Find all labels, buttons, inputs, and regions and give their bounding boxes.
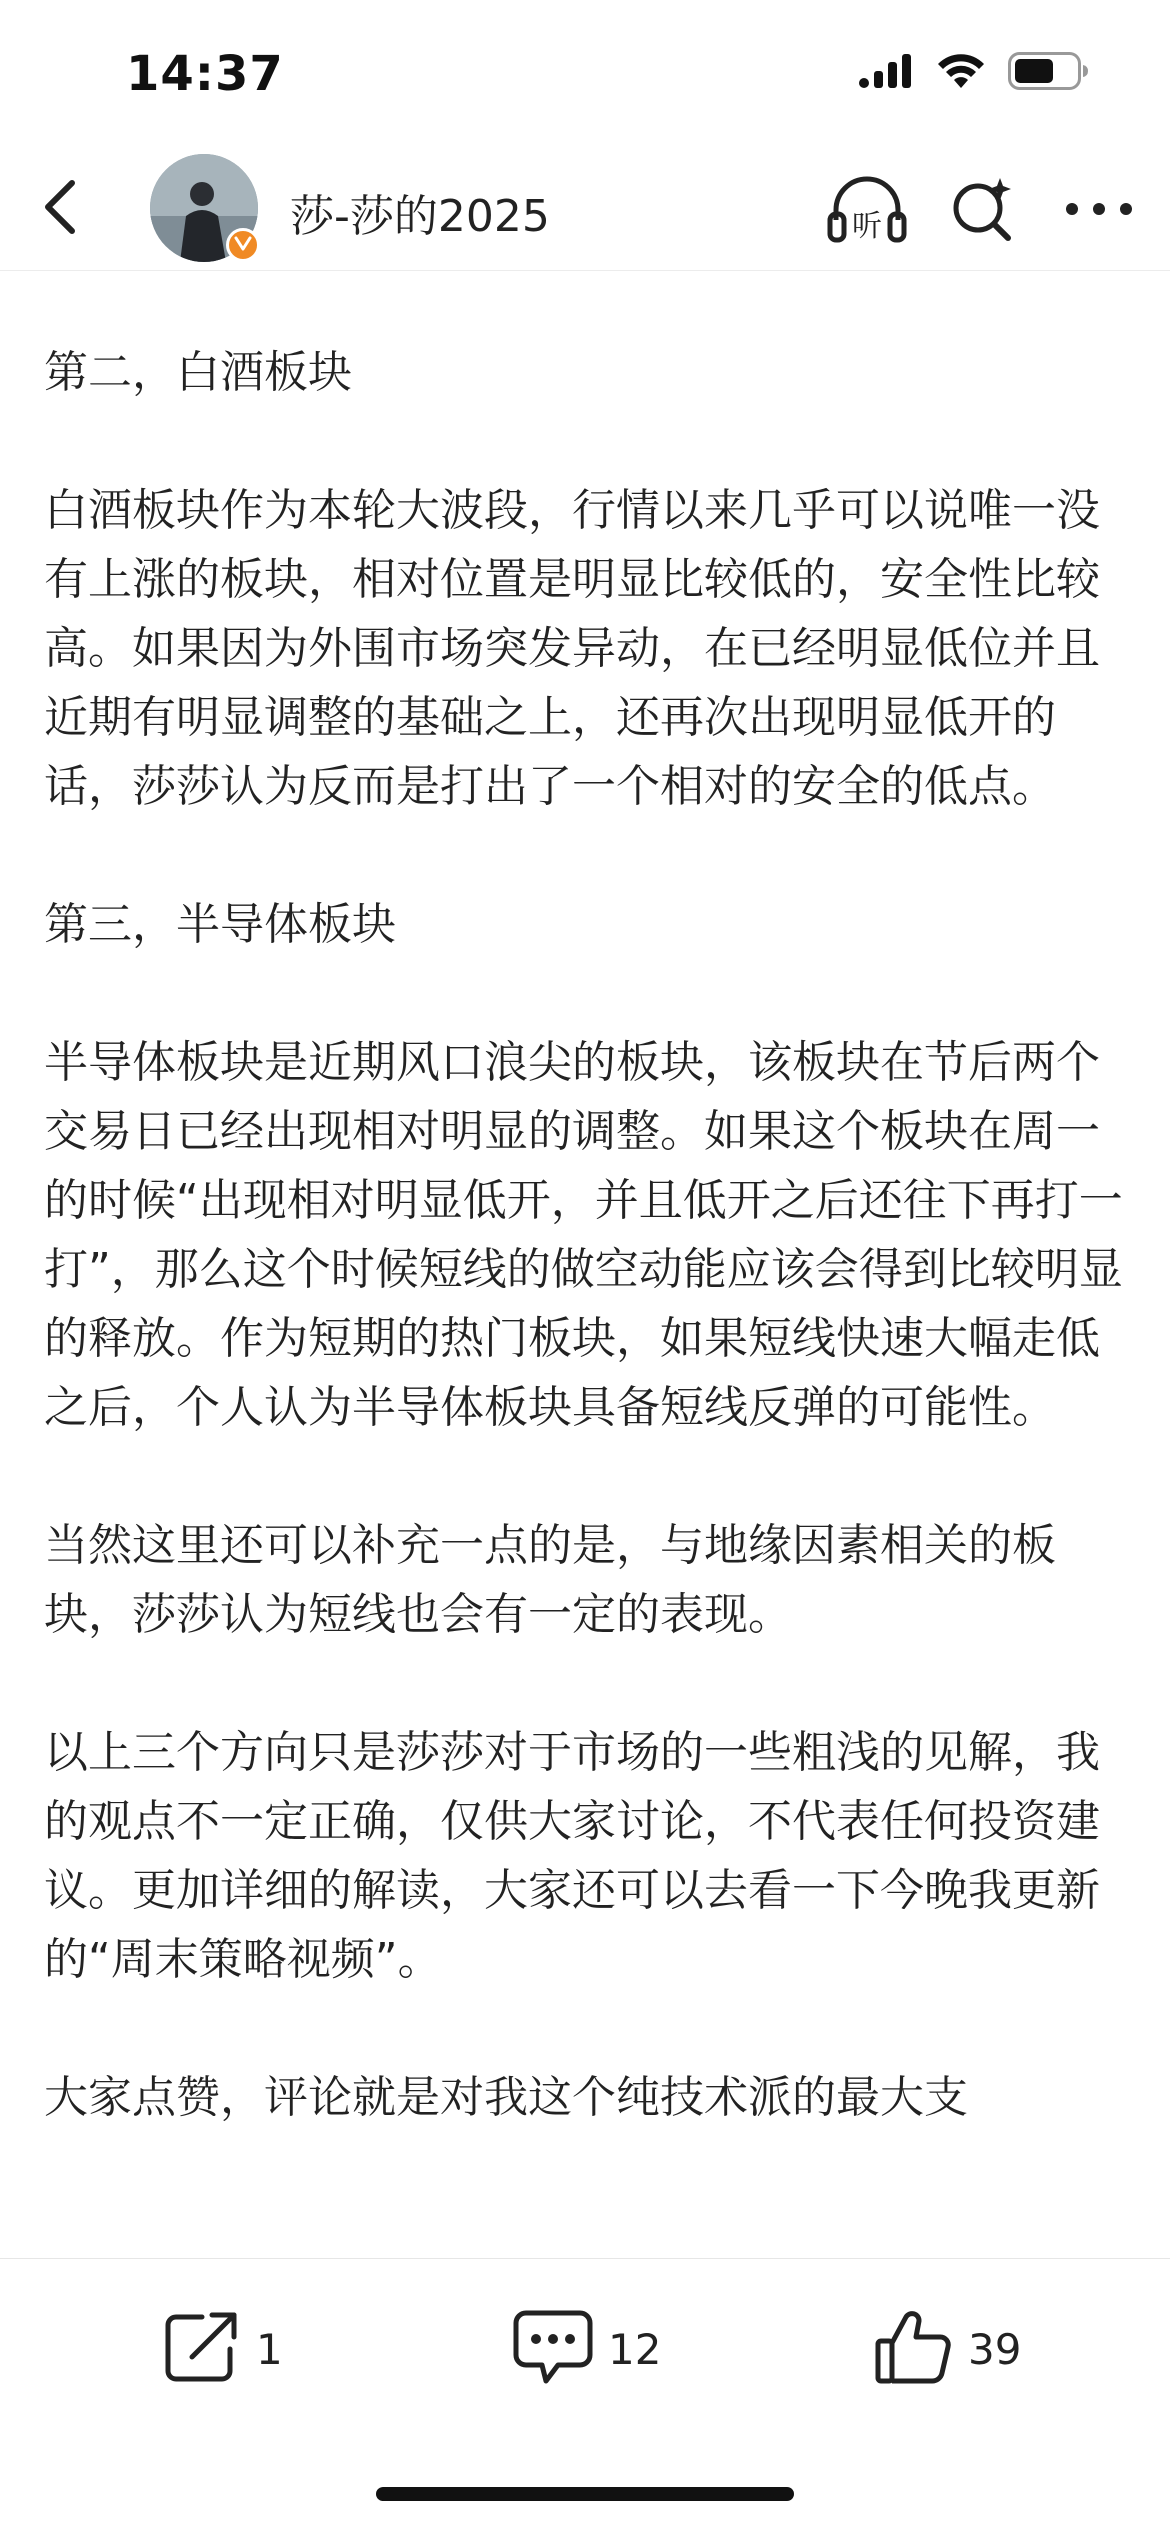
- comment-icon: [512, 2307, 594, 2391]
- search-sparkle-icon: [948, 174, 1018, 248]
- cellular-signal-icon: [858, 53, 914, 93]
- comment-count: 12: [608, 2324, 662, 2374]
- back-button[interactable]: [30, 174, 90, 244]
- home-indicator[interactable]: [376, 2487, 794, 2501]
- back-chevron-icon: [40, 177, 80, 241]
- bottom-toolbar: [0, 2258, 1170, 2532]
- nav-bar: [0, 150, 1170, 271]
- like-count: 39: [968, 2324, 1022, 2374]
- paragraph: 当然这里还可以补充一点的是，与地缘因素相关的板块，莎莎认为短线也会有一定的表现。: [44, 1520, 1056, 1640]
- wifi-icon: [936, 52, 986, 94]
- listen-button[interactable]: [826, 170, 908, 252]
- nav-actions: [826, 170, 1140, 252]
- status-icons: [858, 52, 1090, 94]
- paragraph-truncated: 大家点赞，评论就是对我这个纯技术派的最大支: [44, 2072, 968, 2123]
- comment-button[interactable]: [512, 2299, 661, 2399]
- verified-badge: [226, 228, 260, 262]
- search-button[interactable]: [942, 170, 1024, 252]
- paragraph: 以上三个方向只是莎莎对于市场的一些粗浅的见解，我的观点不一定正确，仅供大家讨论，不代表任何投资建议。更加详细的解读，大家还可以去看一下今晚我更新的“周末策略视频”。: [44, 1727, 1100, 1985]
- more-button[interactable]: [1058, 170, 1140, 252]
- battery-icon: [1008, 52, 1090, 94]
- listen-label: 听: [852, 209, 882, 244]
- like-button[interactable]: [874, 2299, 1021, 2399]
- share-icon: [162, 2309, 242, 2389]
- listen-headphones-icon: [826, 174, 908, 248]
- paragraph: 半导体板块是近期风口浪尖的板块，该板块在节后两个交易日已经出现相对明显的调整。如果这个板块在周一的时候“出现相对明显低开，并且低开之后还往下再打一打”，那么这个时候短线的做空动能应该会得到比较明显的释放。作为短期的热门板块，如果短线快速大幅走低之后，个人认为半导体板块具备短线反弹的可能性。: [44, 1037, 1123, 1433]
- paragraph-heading-2: 第二，白酒板块: [44, 347, 352, 398]
- verified-check-icon: [234, 235, 252, 255]
- article-body: [44, 338, 1134, 2201]
- share-button[interactable]: [162, 2299, 283, 2399]
- paragraph-heading-3: 第三，半导体板块: [44, 899, 396, 950]
- status-bar: [0, 0, 1170, 150]
- share-count: 1: [256, 2324, 283, 2374]
- avatar[interactable]: [150, 154, 258, 262]
- status-time: 14:37: [126, 46, 284, 102]
- like-thumb-icon: [874, 2307, 954, 2391]
- author-name[interactable]: 莎-莎的2025: [290, 191, 550, 242]
- paragraph: 白酒板块作为本轮大波段，行情以来几乎可以说唯一没有上涨的板块，相对位置是明显比较低的，安全性比较高。如果因为外围市场突发异动，在已经明显低位并且近期有明显调整的基础之上，还再次出现明显低开的话，莎莎认为反而是打出了一个相对的安全的低点。: [44, 485, 1100, 812]
- more-dots-icon: [1064, 199, 1134, 223]
